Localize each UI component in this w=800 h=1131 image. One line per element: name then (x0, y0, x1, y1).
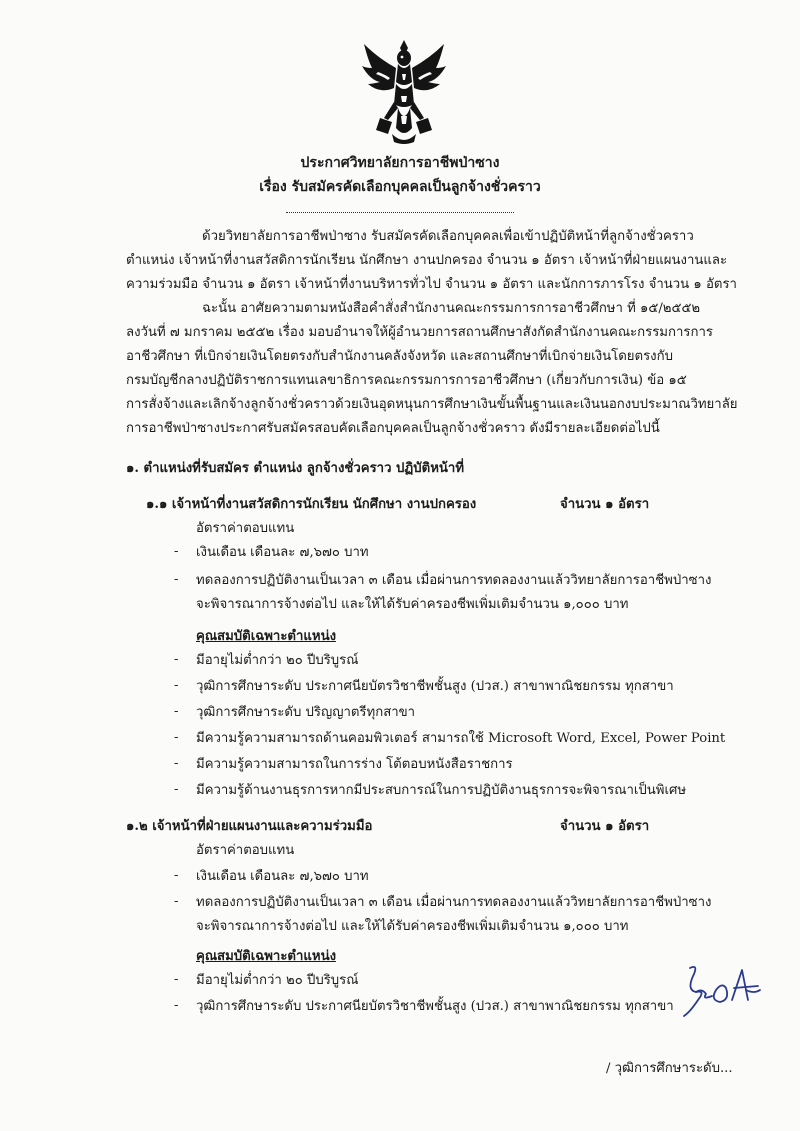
bullet-dash: - (174, 756, 179, 771)
intro-line: ตำแหน่ง เจ้าหน้าที่งานสวัสดิการนักเรียน นักศึกษา งานปกครอง จำนวน ๑ อัตรา เจ้าหน้าที่ฝ่ายแผนงานและ (126, 253, 728, 268)
bullet-dash: - (174, 544, 179, 559)
handwritten-signature (676, 960, 762, 1020)
bullet-dash: - (174, 572, 179, 587)
position-heading: ๑.๑ เจ้าหน้าที่งานสวัสดิการนักเรียน นักศึกษา งานปกครอง (146, 497, 477, 512)
bullet-dash: - (174, 998, 179, 1013)
intro-line: ความร่วมมือ จำนวน ๑ อัตรา เจ้าหน้าที่งานบริหารทั่วไป จำนวน ๑ อัตรา และนักการภารโรง จำนวน ๑ อัตรา (126, 277, 737, 292)
bullet-dash: - (174, 652, 179, 667)
qualification-item: วุฒิการศึกษาระดับ ประกาศนียบัตรวิชาชีพชั้นสูง (ปวส.) สาขาพาณิชยกรรม ทุกสาขา (196, 679, 674, 694)
position-heading: ๑.๒ เจ้าหน้าที่ฝ่ายแผนงานและความร่วมมือ (126, 819, 373, 834)
section-heading: ๑. ตำแหน่งที่รับสมัคร ตำแหน่ง ลูกจ้างชั่วคราว ปฏิบัติหน้าที่ (126, 461, 465, 476)
qualification-item: มีความรู้ความสามารถในการร่าง โต้ตอบหนังสือราชการ (196, 757, 513, 772)
announcement-subject: เรื่อง รับสมัครคัดเลือกบุคคลเป็นลูกจ้างชั่วคราว (259, 179, 541, 195)
authority-line: ลงวันที่ ๗ มกราคม ๒๕๕๒ เรื่อง มอบอำนาจให้ผู้อำนวยการสถานศึกษาสังกัดสำนักงานคณะกรรมการการ (126, 325, 713, 340)
position-count: จำนวน ๑ อัตรา (560, 819, 650, 834)
title-divider (286, 212, 514, 213)
garuda-emblem (358, 38, 450, 146)
authority-line: ฉะนั้น อาศัยความตามหนังสือคำสั่งสำนักงานคณะกรรมการการอาชีวศึกษา ที่ ๑๕/๒๕๕๒ (202, 301, 701, 316)
bullet-dash: - (174, 972, 179, 987)
qualification-item: มีความรู้ความสามารถด้านคอมพิวเตอร์ สามารถใช้ Microsoft Word, Excel, Power Point (196, 731, 726, 746)
bullet-dash: - (174, 782, 179, 797)
qualification-item: วุฒิการศึกษาระดับ ประกาศนียบัตรวิชาชีพชั้นสูง (ปวส.) สาขาพาณิชยกรรม ทุกสาขา (196, 999, 674, 1014)
pay-label: อัตราค่าตอบแทน (196, 843, 295, 858)
pay-item: จะพิจารณาการจ้างต่อไป และให้ได้รับค่าครองชีพเพิ่มเติมจำนวน ๑,๐๐๐ บาท (196, 919, 629, 934)
authority-line: การอาชีพป่าซางประกาศรับสมัครสอบคัดเลือกบุคคลเป็นลูกจ้างชั่วคราว ดังมีรายละเอียดต่อไปนี้ (126, 421, 660, 436)
bullet-dash: - (174, 868, 179, 883)
pay-item: เงินเดือน เดือนละ ๗,๖๗๐ บาท (196, 869, 369, 884)
bullet-dash: - (174, 678, 179, 693)
pay-label: อัตราค่าตอบแทน (196, 521, 295, 536)
qualification-item: มีอายุไม่ต่ำกว่า ๒๐ ปีบริบูรณ์ (196, 653, 359, 668)
bullet-dash: - (174, 704, 179, 719)
announcement-title: ประกาศวิทยาลัยการอาชีพป่าซาง (300, 155, 500, 171)
authority-line: กรมบัญชีกลางปฏิบัติราชการแทนเลขาธิการคณะกรรมการการอาชีวศึกษา (เกี่ยวกับการเงิน) ข้อ ๑๕ (126, 373, 687, 388)
qualification-item: มีอายุไม่ต่ำกว่า ๒๐ ปีบริบูรณ์ (196, 973, 359, 988)
pay-item: ทดลองการปฏิบัติงานเป็นเวลา ๓ เดือน เมื่อผ่านการทดลองงานแล้ววิทยาลัยการอาชีพป่าซาง (196, 895, 712, 910)
authority-line: การสั่งจ้างและเลิกจ้างลูกจ้างชั่วคราวด้วยเงินอุดหนุนการศึกษาเงินขั้นพื้นฐานและเงินนอกงบประมาณวิทยาลัย (126, 397, 738, 412)
qualification-item: มีความรู้ด้านงานธุรการหากมีประสบการณ์ในการปฏิบัติงานธุรการจะพิจารณาเป็นพิเศษ (196, 783, 687, 798)
position-count: จำนวน ๑ อัตรา (560, 497, 650, 512)
authority-line: อาชีวศึกษา ที่เบิกจ่ายเงินโดยตรงกับสำนักงานคลังจังหวัด และสถานศึกษาที่เบิกจ่ายเงินโดยตรงกับ (126, 349, 673, 364)
pay-item: ทดลองการปฏิบัติงานเป็นเวลา ๓ เดือน เมื่อผ่านการทดลองงานแล้ววิทยาลัยการอาชีพป่าซาง (196, 573, 712, 588)
bullet-dash: - (174, 730, 179, 745)
bullet-dash: - (174, 894, 179, 909)
pay-item: เงินเดือน เดือนละ ๗,๖๗๐ บาท (196, 545, 369, 560)
qualification-item: วุฒิการศึกษาระดับ ปริญญาตรีทุกสาขา (196, 705, 416, 720)
pay-item: จะพิจารณาการจ้างต่อไป และให้ได้รับค่าครองชีพเพิ่มเติมจำนวน ๑,๐๐๐ บาท (196, 597, 629, 612)
continuation-note: / วุฒิการศึกษาระดับ... (606, 1061, 733, 1076)
qualification-label: คุณสมบัติเฉพาะตำแหน่ง (196, 629, 337, 644)
qualification-label: คุณสมบัติเฉพาะตำแหน่ง (196, 949, 337, 964)
intro-line: ด้วยวิทยาลัยการอาชีพป่าซาง รับสมัครคัดเลือกบุคคลเพื่อเข้าปฏิบัติหน้าที่ลูกจ้างชั่วคราว (202, 229, 694, 244)
